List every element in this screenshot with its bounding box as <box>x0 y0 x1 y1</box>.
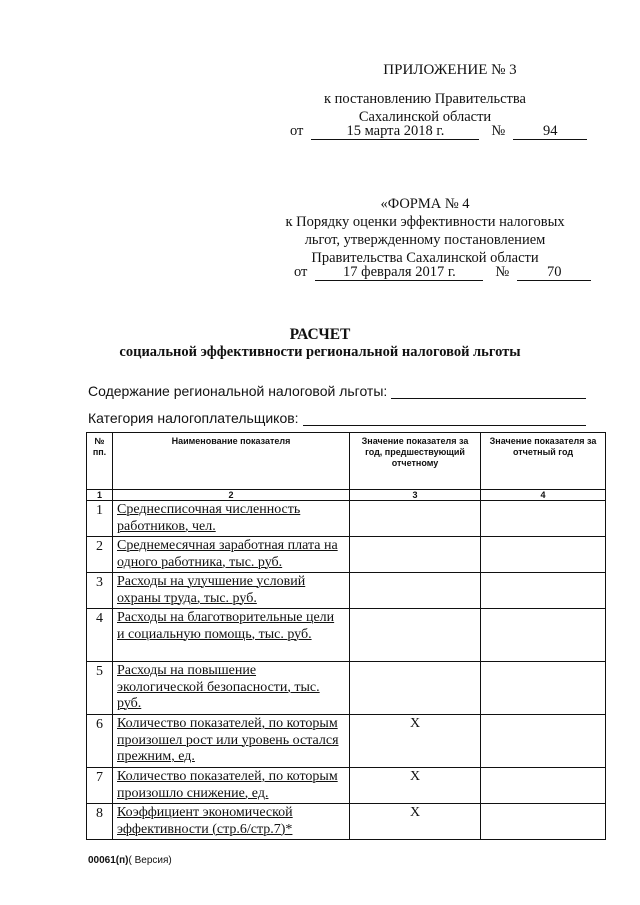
current-year-cell[interactable] <box>481 804 606 840</box>
appendix-number-value: 94 <box>513 123 587 140</box>
taxpayer-category-field[interactable] <box>88 410 586 426</box>
document-title: РАСЧЕТ <box>289 326 351 343</box>
indicator-name: Количество показателей, по которым произошел рост или уровень остался прежним, ед. <box>113 715 350 768</box>
indicator-name: Расходы на благотворительные цели и социальную помощь, тыс. руб. <box>113 609 350 662</box>
indicator-name: Среднесписочная численность работников, чел. <box>113 501 350 537</box>
taxpayer-category-blank[interactable] <box>303 411 586 426</box>
table-row <box>87 501 606 537</box>
benefit-content-blank[interactable] <box>391 384 586 399</box>
column-index-row <box>87 490 606 501</box>
form-date-value: 17 февраля 2017 г. <box>315 264 483 281</box>
column-index: 3 <box>350 490 481 501</box>
current-year-cell[interactable] <box>481 501 606 537</box>
column-index: 1 <box>87 490 113 501</box>
row-number: 3 <box>87 573 113 609</box>
indicator-name: Среднемесячная заработная плата на одного работника, тыс. руб. <box>113 537 350 573</box>
benefit-content-field[interactable] <box>88 383 586 399</box>
table-row <box>87 537 606 573</box>
document-footer-code <box>88 855 172 866</box>
column-index: 4 <box>481 490 606 501</box>
form-title: «ФОРМА № 4 <box>380 196 470 212</box>
indicator-name: Коэффициент экономической эффективности (стр.6/стр.7)* <box>113 804 350 840</box>
row-number: 6 <box>87 715 113 768</box>
prev-year-cell[interactable] <box>350 537 481 573</box>
column-index: 2 <box>113 490 350 501</box>
table-row <box>87 573 606 609</box>
table-row <box>87 662 606 715</box>
current-year-cell[interactable] <box>481 609 606 662</box>
table-row <box>87 609 606 662</box>
current-year-cell[interactable] <box>481 715 606 768</box>
prev-year-cell[interactable] <box>350 573 481 609</box>
current-year-cell[interactable] <box>481 768 606 804</box>
footer-version: ( Версия) <box>128 855 172 866</box>
header-prev-year: Значение показателя за год, предшествующий отчетному <box>350 433 481 490</box>
prev-year-cell: Х <box>350 715 481 768</box>
form-line-3: Правительства Сахалинской области <box>311 250 539 266</box>
appendix-line-2: Сахалинской области <box>358 109 492 125</box>
form-reference <box>260 195 590 267</box>
table-row <box>87 804 606 840</box>
form-number-label: № <box>495 264 510 280</box>
appendix-line-1: к постановлению Правительства <box>324 91 526 107</box>
appendix-date-value: 15 марта 2018 г. <box>311 123 479 140</box>
calculation-table <box>86 432 606 840</box>
header-num: № пп. <box>87 433 113 490</box>
header-name: Наименование показателя <box>113 433 350 490</box>
table-row <box>87 768 606 804</box>
form-line-1: к Порядку оценки эффективности налоговых <box>285 214 565 230</box>
prev-year-cell[interactable] <box>350 501 481 537</box>
appendix-reference <box>260 90 590 126</box>
table-header-row <box>87 433 606 490</box>
appendix-date-label: от <box>290 123 304 139</box>
form-number-value: 70 <box>517 264 591 281</box>
prev-year-cell[interactable] <box>350 609 481 662</box>
appendix-date-line <box>290 123 587 140</box>
form-date-line <box>294 264 591 281</box>
appendix-number-label: № <box>491 123 506 139</box>
form-date-label: от <box>294 264 308 280</box>
row-number: 4 <box>87 609 113 662</box>
current-year-cell[interactable] <box>481 537 606 573</box>
header-current-year: Значение показателя за отчетный год <box>481 433 606 490</box>
row-number: 1 <box>87 501 113 537</box>
taxpayer-category-label: Категория налогоплательщиков: <box>88 410 299 426</box>
current-year-cell[interactable] <box>481 662 606 715</box>
row-number: 7 <box>87 768 113 804</box>
indicator-name: Количество показателей, по которым произошло снижение, ед. <box>113 768 350 804</box>
current-year-cell[interactable] <box>481 573 606 609</box>
appendix-title: ПРИЛОЖЕНИЕ № 3 <box>383 62 517 78</box>
row-number: 5 <box>87 662 113 715</box>
table-row <box>87 715 606 768</box>
form-line-2: льгот, утвержденному постановлением <box>304 232 546 248</box>
row-number: 8 <box>87 804 113 840</box>
document-subtitle: социальной эффективности региональной налоговой льготы <box>119 344 521 360</box>
benefit-content-label: Содержание региональной налоговой льготы: <box>88 383 388 399</box>
prev-year-cell: Х <box>350 768 481 804</box>
indicator-name: Расходы на улучшение условий охраны труда, тыс. руб. <box>113 573 350 609</box>
prev-year-cell[interactable] <box>350 662 481 715</box>
indicator-name: Расходы на повышение экологической безопасности, тыс. руб. <box>113 662 350 715</box>
footer-code: 00061(п) <box>88 855 129 866</box>
row-number: 2 <box>87 537 113 573</box>
prev-year-cell: Х <box>350 804 481 840</box>
